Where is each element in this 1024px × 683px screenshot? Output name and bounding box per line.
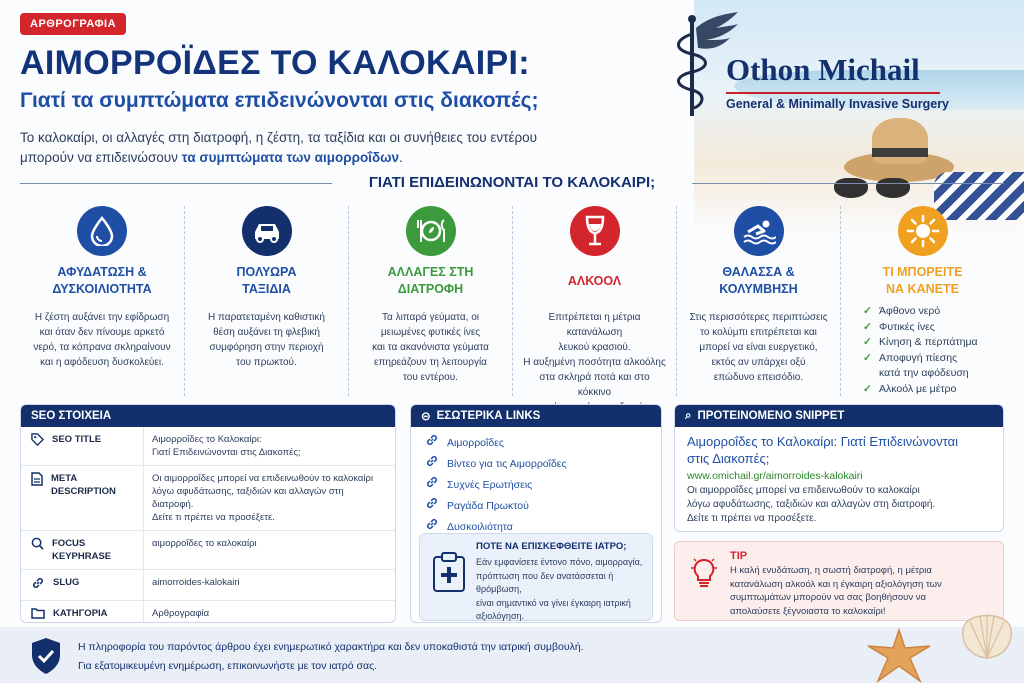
internal-link[interactable]: [425, 454, 647, 475]
doctor-visit-heading: ΠΟΤΕ ΝΑ ΕΠΙΣΚΕΦΘΕΙΤΕ ΙΑΤΡΟ;: [476, 541, 627, 552]
snippet-panel: [674, 404, 1004, 532]
checklist-item: ✓ Φυτικές ίνες: [863, 320, 1004, 336]
seashell-illustration: [958, 608, 1016, 660]
internal-link-label: Δυσκοιλιότητα: [447, 521, 513, 533]
reason-text: Στις περισσότερες περιπτώσεις το κολύμπι επιτρέπεται και μπορεί να είναι ευεργετικό, εκτός αν υπάρχει οξύ επώδυνο επεισόδιο.: [689, 312, 828, 383]
checklist-item: ✓ Αποφυγή πίεσης: [863, 351, 1004, 367]
checklist-item: ✓ Αλκοόλ με μέτρο: [863, 382, 1004, 398]
reason-column: [676, 206, 840, 396]
intro-text: [20, 128, 610, 168]
reason-text: Η ζέστη αυξάνει την εφίδρωση και όταν δεν πίνουμε αρκετό νερό, τα κόπρανα σκληραίνουν και η αφόδευση δυσκολεύει.: [33, 312, 171, 368]
snippet-url[interactable]: www.omichail.gr/aimorroides-kalokairi: [687, 470, 863, 482]
car-icon: [242, 206, 292, 256]
reason-column: [184, 206, 348, 396]
link-icon: [425, 496, 439, 517]
reason-title: ΑΦΥΔΑΤΩΣΗ & ΔΥΣΚΟΙΛΙΟΤΗΤΑ: [52, 265, 152, 296]
internal-link[interactable]: [425, 433, 647, 454]
why-heading-row: [20, 172, 1004, 194]
seo-value: Οι αιμορροΐδες μπορεί να επιδεινωθούν το καλοκαίρι λόγω αφυδάτωσης, ταξιδιών και αλλαγών στη διατροφή. Δείτε τι πρέπει να προσέξετε.: [143, 466, 395, 530]
folder-icon: [31, 607, 45, 623]
clipboard-medical-icon: [432, 552, 466, 592]
swimmer-icon: [734, 206, 784, 256]
checklist-item: κατά την αφόδευση: [879, 367, 969, 379]
seo-row: [21, 601, 395, 623]
snippet-header: [675, 405, 1003, 427]
sun-icon: [898, 206, 948, 256]
intro-line-1: Το καλοκαίρι, οι αλλαγές στη διατροφή, η ζέστη, τα ταξίδια και οι συνήθειες του εντέρου: [20, 130, 538, 145]
seo-key: SEO TITLE: [52, 434, 102, 445]
reason-title: ΘΑΛΑΣΣΑ & ΚΟΛΥΜΒΗΣΗ: [719, 265, 798, 296]
internal-links-header: [411, 405, 661, 427]
tip-box: [674, 541, 1004, 621]
page-subtitle: Γιατί τα συμπτώματα επιδεινώνονται στις διακοπές;: [20, 89, 539, 112]
internal-link-label: Αιμορροΐδες: [447, 437, 504, 449]
logo-name: Othon Michail: [726, 52, 920, 87]
reason-title: ΤΙ ΜΠΟΡΕΙΤΕ ΝΑ ΚΑΝΕΤΕ: [882, 265, 963, 296]
internal-links-heading: ΕΣΩΤΕΡΙΚΑ LINKS: [436, 410, 541, 422]
checklist-item: ✓ Κίνηση & περπάτημα: [863, 335, 1004, 351]
reason-text: Τα λιπαρά γεύματα, οι μειωμένες φυτικές ίνες και τα ακανόνιστα γεύματα επηρεάζουν τη λειτουργία του εντέρου.: [372, 312, 489, 383]
lightbulb-icon: [689, 556, 719, 590]
internal-link-label: Ραγάδα Πρωκτού: [447, 500, 529, 512]
reason-column: [348, 206, 512, 396]
recommendation-checklist: [863, 304, 1004, 397]
checklist-item: ✓ Άφθονο νερό: [863, 304, 1004, 320]
internal-link-label: Βίντεο για τις Αιμορροΐδες: [447, 458, 567, 470]
category-badge[interactable]: ΑΡΘΡΟΓΡΑΦΙΑ: [20, 13, 126, 35]
disclaimer-line-1: Η πληροφορία του παρόντος άρθρου έχει ενημερωτικό χαρακτήρα και δεν υποκαθιστά την ιατρική συμβουλή.: [78, 641, 584, 653]
seo-key: SLUG: [53, 577, 80, 588]
tip-label: TIP: [730, 550, 748, 562]
snippet-heading: ΠΡΟΤΕΙΝΟΜΕΝΟ SNIPPET: [697, 410, 845, 422]
reasons-columns: [20, 206, 1004, 396]
reason-column: [840, 206, 1004, 396]
seo-key: META DESCRIPTION: [51, 473, 116, 497]
seo-row: [21, 531, 395, 570]
divider-right: [692, 183, 1004, 184]
disclaimer-line-2: Για εξατομικευμένη ενημέρωση, επικοινωνήστε με τον ιατρό σας.: [78, 660, 378, 672]
search-icon: ⌕: [685, 409, 692, 422]
seo-row: [21, 570, 395, 601]
snippet-description: Οι αιμορροΐδες μπορεί να επιδεινωθούν το καλοκαίρι λόγω αφυδάτωσης, ταξιδιών και αλλαγών στη διατροφή. Δείτε τι πρέπει να προσέξετε.: [687, 485, 936, 524]
tip-text: Η καλή ενυδάτωση, η σωστή διατροφή, η μέτρια κατανάλωση αλκοόλ και η έγκαιρη αξιολόγηση των συμπτωμάτων μπορούν να σας βοηθήσουν να απολαύσετε ξέγνοιαστα το καλοκαίρι!: [730, 565, 942, 617]
seo-key: FOCUS KEYPHRASE: [52, 538, 112, 562]
link-circle-icon: ⊝: [421, 411, 431, 423]
reason-text: Η παρατεταμένη καθιστική θέση αυξάνει τη φλεβική συμφόρηση στην περιοχή του πρωκτού.: [208, 312, 325, 368]
seo-key: ΚΑΤΗΓΟΡΙΑ: [53, 608, 108, 619]
link-icon: [425, 475, 439, 496]
page-title: ΑΙΜΟΡΡΟΪΔΕΣ ΤΟ ΚΑΛΟΚΑΙΡΙ:: [20, 44, 530, 82]
search-icon: [31, 537, 44, 554]
seo-heading: SEO ΣΤΟΙΧΕΙΑ: [31, 410, 112, 422]
shield-check-icon: [30, 637, 62, 675]
doctor-visit-box: [419, 533, 653, 621]
reason-column: [512, 206, 676, 396]
link-icon: [31, 576, 45, 594]
link-icon: [425, 454, 439, 475]
wine-glass-icon: [570, 206, 620, 256]
internal-link[interactable]: [425, 496, 647, 517]
seo-value: aimorroides-kalokairi: [143, 570, 395, 600]
starfish-illustration: [864, 628, 934, 683]
logo-divider: [726, 92, 940, 94]
brand-logo[interactable]: [668, 8, 958, 128]
seo-panel: [20, 404, 396, 623]
internal-links-panel: [410, 404, 662, 623]
reason-title: ΠΟΛΥΩΡΑ ΤΑΞΙΔΙΑ: [236, 265, 297, 296]
seo-row: [21, 466, 395, 531]
water-drop-icon: [77, 206, 127, 256]
reason-text: Επιτρέπεται η μέτρια κατανάλωση λευκού κρασιού. Η αυξημένη ποσότητα αλκοόλης στα σκληρά ποτά και στο κόκκινο: [523, 312, 666, 398]
intro-line-2: μπορούν να επιδεινώσουν τα συμπτώματα των αιμορροΐδων.: [20, 150, 403, 165]
logo-tagline: General & Minimally Invasive Surgery: [726, 97, 950, 111]
plate-icon: [406, 206, 456, 256]
seo-rows: [21, 427, 395, 623]
doctor-visit-text: Εάν εμφανίσετε έντονο πόνο, αιμορραγία, πρόπτωση που δεν ανατάσσεται ή θρόμβωση, είναι σημαντικό να γίνει έγκαιρη ιατρική αξιολόγηση.: [476, 557, 643, 621]
reason-column: [20, 206, 184, 396]
internal-link[interactable]: [425, 475, 647, 496]
tag-icon: [31, 433, 44, 450]
seo-value: αιμορροΐδες το καλοκαίρι: [143, 531, 395, 569]
seo-panel-header: [21, 405, 395, 427]
intro-highlight: τα συμπτώματα των αιμορροΐδων: [181, 150, 400, 165]
internal-links-list: [411, 427, 661, 544]
seo-value: Αιμορροΐδες το Καλοκαίρι: Γιατί Επιδεινώνονται στις Διακοπές;: [143, 427, 395, 465]
document-icon: [31, 472, 43, 490]
seo-row: [21, 427, 395, 466]
reason-title: ΑΛΚΟΟΛ: [567, 273, 622, 288]
internal-link-label: Συχνές Ερωτήσεις: [447, 479, 533, 491]
snippet-title[interactable]: Αιμορροΐδες το Καλοκαίρι: Γιατί Επιδεινώνονται στις Διακοπές;: [687, 434, 959, 466]
why-heading: ΓΙΑΤΙ ΕΠΙΔΕΙΝΩΝΟΝΤΑΙ ΤΟ ΚΑΛΟΚΑΙΡΙ;: [368, 174, 656, 191]
seo-value: Αρθρογραφία: [143, 601, 395, 623]
link-icon: [425, 433, 439, 454]
reason-title: ΑΛΛΑΓΕΣ ΣΤΗ ΔΙΑΤΡΟΦΗ: [387, 265, 474, 296]
